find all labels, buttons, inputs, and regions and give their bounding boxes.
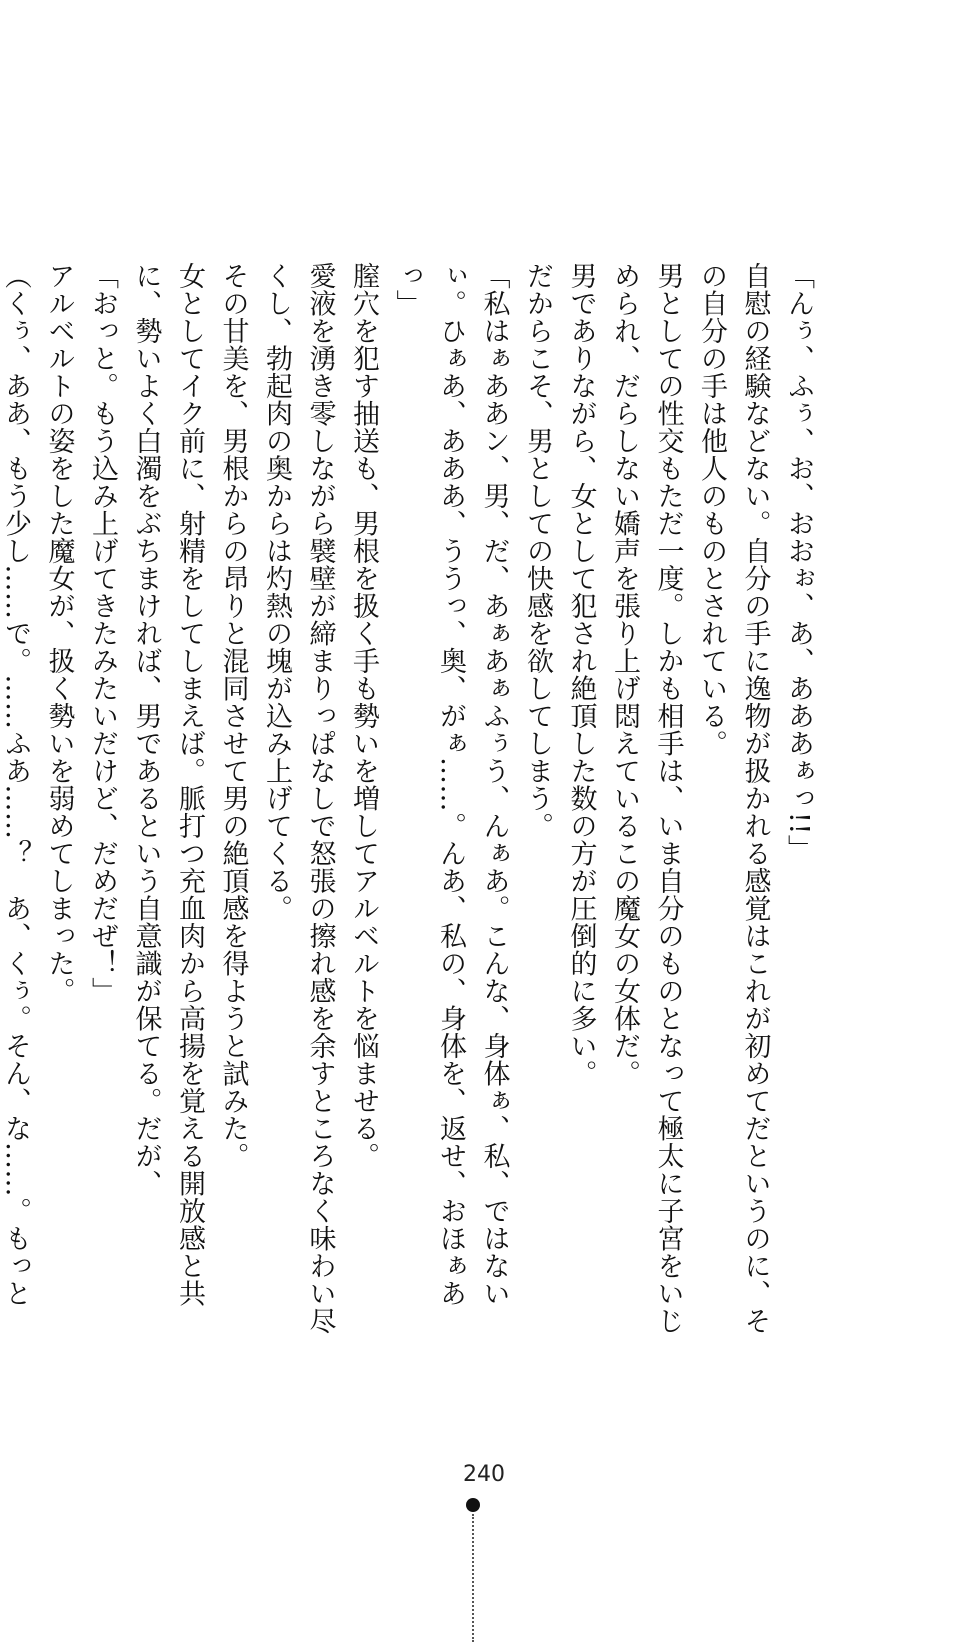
text-line: その甘美を、男根からの昂りと混同させて男の絶頂感を得ようと試みた。 (217, 262, 249, 1170)
text-line: 「んぅ、ふぅ、お、おおぉ、あ、あああぁっ!!」 (783, 262, 814, 863)
vertical-text-body (0, 262, 820, 1342)
footer-dot-icon (466, 1498, 480, 1512)
text-line: 男としての性交もただ一度。しかも相手は、いま自分のものとなって極太に子宮をいじめられ、だらしない嬌声を張り上げ悶えているこの魔女の女体だ。 (609, 262, 684, 1335)
text-line: 膣穴を犯す抽送も、男根を扱く手も勢いを増してアルベルトを悩ませる。 (348, 262, 379, 1170)
text-line: （くぅ、ああ、もう少し……で。……ふあ……？ あ、くぅ。そん、な……。もっと (0, 262, 31, 1307)
text-line: 「おっと。もう込み上げてきたみたいだけど、だめだぜ！」 (87, 262, 118, 1005)
text-line: 愛液を湧き零しながら襞壁が締まりっぱなしで怒張の擦れ感を余すところなく味わい尽くし、勃起肉の奥からは灼熱の塊が込み上げてくる。 (261, 262, 336, 1335)
page-number: 240 (463, 1462, 505, 1487)
text-line: 女としてイク前に、射精をしてしまえば。脈打つ充血肉から高揚を覚える開放感と共に、勢いよく白濁をぶちまければ、男であるという自意識が保てる。だが、 (130, 262, 205, 1307)
text-line: アルベルトの姿をした魔女が、扱く勢いを弱めてしまった。 (43, 262, 75, 1005)
footer-dotted-line (472, 1514, 474, 1642)
text-line: 「私はぁああン、男、だ、あぁあぁふぅう、んぁあ。こんな、身体ぁ、私、ではないぃ。ひぁあ、あああ、ううっ、奥、がぁ……。んあ、私の、身体を、返せ、おほぁあっ」 (391, 262, 510, 1307)
text-line: だからこそ、男としての快感を欲してしまう。 (522, 262, 553, 840)
text-line: 自慰の経験などない。自分の手に逸物が扱かれる感覚はこれが初めてだというのに、その自分の手は他人のものとされている。 (696, 262, 771, 1335)
text-line: 男でありながら、女として犯され絶頂した数の方が圧倒的に多い。 (565, 262, 597, 1087)
